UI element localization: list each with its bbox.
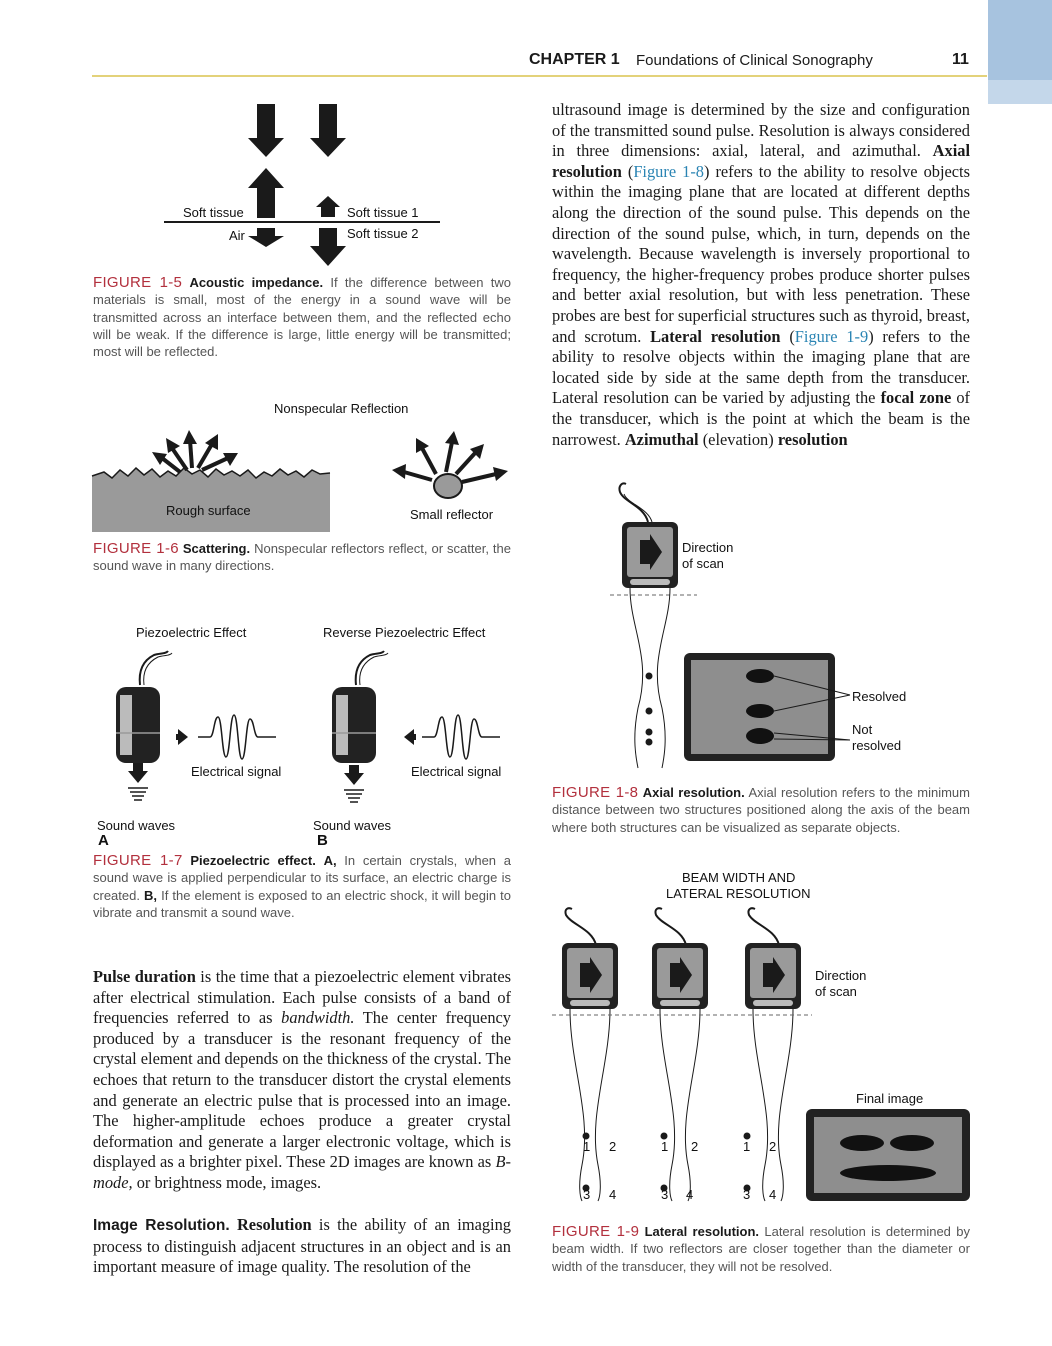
label-not-resolved: resolved xyxy=(852,738,902,753)
reflector-label-4: 4 xyxy=(769,1187,777,1202)
label-not: Not xyxy=(852,722,873,737)
label-soft-tissue-2: Soft tissue 2 xyxy=(347,226,419,241)
label-beam-width: BEAM WIDTH AND xyxy=(682,870,796,885)
page-number: 11 xyxy=(952,51,969,68)
label-rough-surface: Rough surface xyxy=(166,503,251,518)
caption-text: If the difference between two materials is small, most of the energy in a sound wave will be transmitted across an interface between them, and the reflected echo will be weak. If the difference is large, little energy will be transmitted; most will be reflected. xyxy=(93,275,511,360)
term-azimuthal: Azimuthal xyxy=(624,429,699,449)
reflector-label-2: 2 xyxy=(691,1139,699,1154)
resolution-paragraph: ultrasound image is determined by the size and configuration of the transmitted sound pulse. Resolution is always considered in three dimensions: axial, lateral, and azimuthal. Axial resolution (Figure 1-8) refers to the ability to resolve objects within the imaging plane that are located at different depths along the direction of the sound pulse. This depends on the direction of the sound pulse, which, in turn, depends on the wavelength. Because wavelength is inversely proportional to frequency, the higher-frequency probes produce shorter pulses and better axial resolution, but with less penetration. These probes are best for superficial structures such as thyroid, breast, and scrotum. Lateral resolution (Figure 1-9) refers to the ability to resolve objects within the imaging plane that are located side by side at the same depth from the transducer. Lateral resolution can be varied by adjusting the focal zone of the transducer, which is the point at which the beam is the narrowest. Azimuthal (elevation) resolution xyxy=(552,100,970,449)
label-nonspecular: Nonspecular Reflection xyxy=(274,401,409,416)
caption-part-b: B, xyxy=(144,887,158,903)
label-panel-b: B xyxy=(317,832,328,849)
reflector-label-2: 2 xyxy=(609,1139,617,1154)
section-heading: Image Resolution. xyxy=(93,1217,230,1234)
caption-text: Nonspecular reflectors reflect, or scatter, the sound wave in many directions. xyxy=(93,541,511,574)
term-resolution: resolution xyxy=(777,429,848,449)
reflector-label-3: 3 xyxy=(743,1187,751,1202)
term-lateral-resolution: Lateral resolution xyxy=(650,326,781,346)
label-resolved: Resolved xyxy=(852,689,907,704)
term-axial-resolution: Axial resolution xyxy=(552,141,970,181)
figure-title: Scattering. xyxy=(182,541,251,556)
figure-title: Lateral resolution. xyxy=(644,1224,760,1239)
figure-1-8-diagram xyxy=(552,478,972,768)
chapter-title: Foundations of Clinical Sonography xyxy=(636,52,873,69)
label-direction-9: Direction xyxy=(815,968,867,983)
caption-text: Lateral resolution is determined by beam width. If two reflectors are closer together than the diameter or width of the transducer, they will not be resolved. xyxy=(552,1224,970,1274)
figure-label: FIGURE 1-9 xyxy=(552,1223,640,1240)
term-b-mode: B-mode, xyxy=(93,1152,511,1192)
term-bandwidth: bandwidth. xyxy=(281,1008,355,1028)
figure-1-5-caption xyxy=(93,274,511,360)
figure-title: Axial resolution. xyxy=(642,785,745,800)
term-pulse-duration: Pulse duration xyxy=(93,967,196,986)
figure-label: FIGURE 1-5 xyxy=(93,274,183,291)
figure-label: FIGURE 1-8 xyxy=(552,784,639,801)
reflector-label-4: 4 xyxy=(686,1187,694,1202)
figure-1-9-diagram xyxy=(552,905,972,1205)
figure-label: FIGURE 1-6 xyxy=(93,540,179,557)
image-resolution-paragraph: Image Resolution. Resolution is the ability of an imaging process to distinguish adjacent structures in an object and is an important measure of image quality. The resolution of the xyxy=(93,1215,511,1277)
term-resolution: Resolution xyxy=(236,1215,312,1234)
caption-text-b: If the element is exposed to an electric shock, it will begin to vibrate and transmit a sound wave. xyxy=(93,887,511,920)
figure-1-5-diagram xyxy=(160,100,450,270)
reflector-label-2: 2 xyxy=(769,1139,777,1154)
figure-title: Piezoelectric effect. xyxy=(190,853,316,868)
figure-1-7-diagram xyxy=(92,645,512,820)
caption-part-a: A, xyxy=(323,853,337,868)
reflector-label-1: 1 xyxy=(583,1139,591,1154)
label-sound-waves-b: Sound waves xyxy=(313,818,392,833)
label-final-image: Final image xyxy=(856,1091,924,1106)
header-rule xyxy=(92,75,987,77)
figure-label: FIGURE 1-7 xyxy=(93,852,183,869)
label-lateral-resolution: LATERAL RESOLUTION xyxy=(666,886,811,901)
label-small-reflector: Small reflector xyxy=(410,507,494,522)
term-focal-zone: focal zone xyxy=(880,388,952,408)
label-panel-a: A xyxy=(98,832,109,849)
reflector-label-1: 1 xyxy=(743,1139,751,1154)
caption-text-a: In certain crystals, when a sound wave is applied perpendicular to its surface, an electric charge is created. xyxy=(93,853,511,903)
chapter-label: CHAPTER 1 xyxy=(529,51,620,68)
label-soft-tissue: Soft tissue xyxy=(183,205,244,220)
label-electrical-signal-a: Electrical signal xyxy=(191,764,282,779)
figure-title: Acoustic impedance. xyxy=(189,275,324,290)
label-piezoelectric: Piezoelectric Effect xyxy=(136,625,247,640)
reflector-label-4: 4 xyxy=(609,1187,617,1202)
caption-text: Axial resolution refers to the minimum distance between two structures positioned along the axis of the beam where both structures can be visualized as separate objects. xyxy=(552,785,970,835)
link-figure-1-9[interactable]: Figure 1-9 xyxy=(794,326,869,346)
label-air: Air xyxy=(229,228,245,243)
label-sound-waves-a: Sound waves xyxy=(97,818,176,833)
link-figure-1-8[interactable]: Figure 1-8 xyxy=(633,161,704,181)
label-direction: Direction xyxy=(682,540,734,555)
label-soft-tissue-1: Soft tissue 1 xyxy=(347,205,419,220)
reflector-label-3: 3 xyxy=(583,1187,591,1202)
label-reverse-piezoelectric: Reverse Piezoelectric Effect xyxy=(323,625,486,640)
pulse-duration-paragraph: Pulse duration is the time that a piezoelectric element vibrates after electrical stimulation. Each pulse consists of a band of frequencies referred to as bandwidth. The center frequency produced by a transducer is the resonant frequency of the crystal element and depends on the thickness of the crystal. The echoes that return to the transducer distort the crystal elements and generate an electric pulse that is processed into an image. The higher-amplitude echoes produce a greater crystal deformation and generate a larger electronic voltage, which is displayed as a brighter pixel. These 2D images are known as B-mode, or brightness mode, images. xyxy=(93,967,511,1192)
figure-1-6-caption xyxy=(93,540,511,575)
reflector-label-3: 3 xyxy=(661,1187,669,1202)
label-of-scan: of scan xyxy=(682,556,724,571)
label-of-scan-9: of scan xyxy=(815,984,857,999)
chapter-tab-lower xyxy=(988,80,1052,104)
figure-1-7-caption xyxy=(93,852,511,921)
label-electrical-signal-b: Electrical signal xyxy=(411,764,502,779)
figure-1-8-caption xyxy=(552,784,970,836)
reflector-label-1: 1 xyxy=(661,1139,669,1154)
figure-1-9-caption xyxy=(552,1223,970,1275)
